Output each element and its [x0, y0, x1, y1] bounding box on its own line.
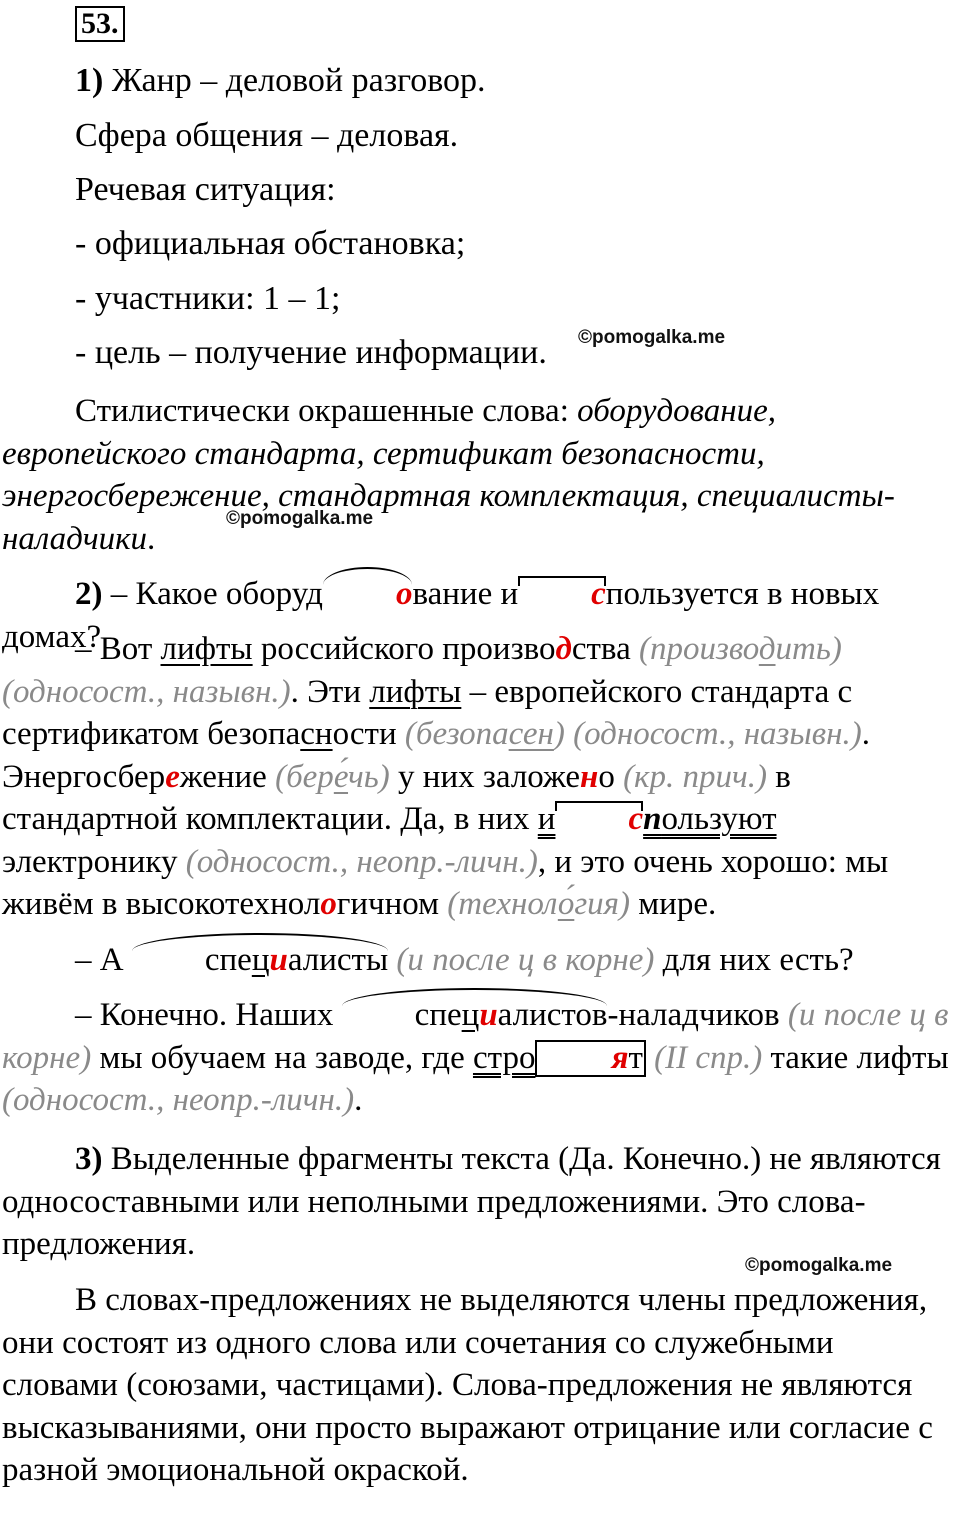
highlight-letter: и [269, 942, 288, 978]
t: чь) [348, 758, 390, 795]
highlight-letter: е [165, 758, 180, 795]
note: (односост., неопр.-личн.) [2, 1082, 355, 1118]
situation-item-3: - цель – получение информации. [75, 334, 547, 371]
note: (и после ц в корне) [396, 942, 655, 978]
watermark-2: ©pomogalka.me [226, 508, 374, 529]
note: (односост., неопр.-личн.) [185, 843, 538, 880]
t: спе [204, 942, 252, 978]
part3-paragraph-1 [2, 1138, 956, 1266]
dialogue-question-2 [2, 939, 956, 982]
t: гичном [336, 886, 448, 922]
t: пользуется в новых домах? [2, 576, 880, 655]
prefix-bracket [518, 573, 606, 616]
root-arc [342, 994, 608, 1037]
suffix-arc [323, 573, 413, 616]
part3-label: 3) [75, 1141, 103, 1177]
t: у них заложе [389, 758, 580, 795]
t: (технол [447, 886, 558, 922]
t: спе [414, 997, 462, 1033]
predicate-underlined [538, 801, 777, 837]
t: (произво [638, 631, 759, 667]
styled-words-paragraph [2, 390, 956, 560]
t: ользуют [661, 801, 777, 837]
t: мы обучаем на заводе, где [91, 1039, 473, 1076]
t: российского произво [252, 631, 556, 667]
highlight-letter: д [555, 631, 572, 667]
root-arc [132, 939, 388, 982]
t: . Эти [290, 673, 370, 710]
t: и [537, 801, 556, 837]
t: . Энергосбер [2, 716, 870, 795]
t: для них есть? [654, 942, 854, 978]
t: мире. [630, 886, 717, 922]
situation-heading: Речевая ситуация: [75, 171, 336, 208]
t: алисты [287, 942, 389, 978]
part3-paragraph-2: В словах-предложениях не выделяются члены предложения, они состоят из одного слова или сочетания со служебными словами (союзами, частицами). Слова-предложения не являются высказываниями, они просто выражают отрицание или согласие с разной эмоциональной окраской. [2, 1282, 933, 1488]
highlight-letter: с [591, 576, 606, 612]
t: ости [332, 716, 405, 752]
watermark-1: ©pomogalka.me [578, 327, 726, 348]
highlight-letter: и [479, 997, 498, 1033]
dialogue-answer-1 [2, 628, 956, 926]
part2-label: 2) [75, 576, 103, 612]
t: алистов [497, 997, 608, 1033]
genre-line [75, 62, 486, 100]
ending-box [535, 1040, 645, 1077]
t: ить) (односост., назывн.) [2, 631, 842, 710]
genre-text: Жанр – деловой разговор. [111, 62, 486, 99]
t: в стандартной комплектации. Да, в них [2, 758, 791, 837]
highlight-letter: н [579, 758, 599, 795]
t: п [643, 801, 662, 837]
t: о [598, 758, 624, 795]
t: ц [461, 997, 480, 1033]
t: сен [508, 716, 554, 752]
t: ства [571, 631, 639, 667]
t: ц [251, 942, 270, 978]
t: е́ [333, 758, 349, 795]
styled-intro: Стилистически окрашенные слова: [75, 393, 578, 429]
t: о́ [557, 886, 575, 922]
t: , и это очень хорошо: мы живём в высокотехнол [2, 843, 889, 922]
subject-underlined: лифты [369, 673, 462, 710]
sphere-line: Сфера общения – деловая. [75, 117, 459, 154]
t: такие лифты [762, 1039, 949, 1076]
t: . [354, 1082, 363, 1118]
t: – А [75, 942, 132, 978]
note [405, 716, 862, 752]
t: гия) [574, 886, 631, 922]
note: (и после ц в корне) [2, 997, 949, 1076]
watermark-3: ©pomogalka.me [745, 1255, 893, 1276]
exercise-number: 53. [75, 6, 125, 42]
highlight-letter: я [611, 1039, 629, 1076]
t: – Какое оборуд [102, 576, 323, 612]
t: (бер [275, 758, 334, 795]
t: – европейского стандарта с сертификатом безопа [2, 673, 853, 752]
t: электронику [2, 843, 186, 880]
t: стро [472, 1039, 536, 1076]
t: Выделенные фрагменты текста (Да. Конечно.) не являются односоставными или неполными предложениями. Это слова-предложения. [2, 1141, 941, 1262]
part1-label: 1) [75, 62, 104, 99]
styled-words: оборудование, европейского стандарта, сертификат безопасности, энергосбережение, стандартная комплектация, специалисты-наладчики [2, 393, 895, 557]
t: (безопа [404, 716, 509, 752]
t: д [758, 631, 776, 667]
note: (II спр.) [654, 1039, 763, 1076]
highlight-letter: с [628, 801, 644, 837]
styled-end: . [147, 520, 156, 557]
t: жение [179, 758, 276, 795]
t: ) (односост., назывн.) [553, 716, 862, 752]
dialogue-answer-2 [2, 994, 956, 1122]
situation-item-1: - официальная обстановка; [75, 225, 466, 262]
t: -наладчиков [607, 997, 788, 1033]
prefix-bracket [555, 798, 643, 841]
note [275, 759, 390, 795]
t: – Вот [75, 631, 161, 667]
subject-underlined: лифты [160, 631, 253, 667]
t: – Конечно. Наших [75, 997, 342, 1033]
t: сн [300, 716, 333, 752]
situation-item-2: - участники: 1 – 1; [75, 280, 341, 317]
note: (кр. прич.) [623, 758, 767, 795]
highlight-letter: о [320, 886, 337, 922]
highlight-letter: о [395, 576, 413, 612]
t: т [628, 1039, 643, 1076]
predicate-underlined [473, 1040, 646, 1076]
note [447, 886, 630, 922]
t: вание и [412, 576, 519, 612]
